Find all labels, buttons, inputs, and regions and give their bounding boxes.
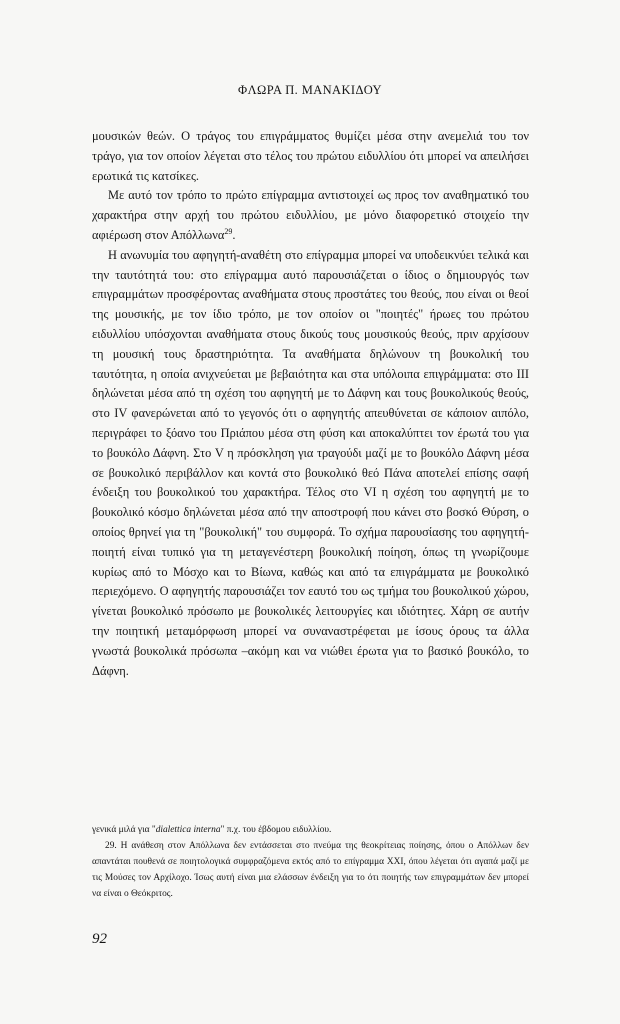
footnote-continued [92,822,529,838]
footnote-marker-29: 29 [224,226,233,236]
page-number: 92 [92,931,107,947]
footnote-continued-italic: dialettica interna [155,825,221,835]
footnote-29: 29. Η ανάθεση στον Απόλλωνα δεν εντάσσεται στο πνεύμα της θεοκρίτειας ποίησης, όπου ο Απόλλων δεν απαντάται πουθενά σε ποιητολογικά συμφραζόμενα εκτός από το επίγραμμα XXI, όπου λέγεται ότι αγαπά μαζί με τις Μούσες τον Αρχίλοχο. Ίσως αυτή είναι μια ελάσσων ένδειξη για το ότι ποιητής των επιγραμμάτων δεν μπορεί να είναι ο Θεόκριτος. [92,841,529,899]
paragraph-3: Η ανωνυμία του αφηγητή-αναθέτη στο επίγραμμα μπορεί να υποδεικνύει τελικά και την ταυτότητά του: στο επίγραμμα αυτό παρουσιάζεται ο ίδιος ο δημιουργός των επιγραμμάτων προσφέροντας αναθήματα στους προστάτες του θεούς, που είναι οι θεοί της μουσικής, με τον ίδιο τρόπο, με τον οποίον οι "ποιητές" ήρωες του πρώτου ειδυλλίου υπόσχονται αναθήματα στους δικούς τους μουσικούς θεούς, πριν αρχίσουν τη μουσική τους δραστηριότητα. Τα αναθήματα δηλώνουν τη βουκολική του ταυτότητα, η οποία ανιχνεύεται με βεβαιότητα και στα υπόλοιπα επιγράμματα: στο ΙΙΙ δηλώνεται μέσα από τη σχέση του αφηγητή με το Δάφνη και τους βουκολικούς θεούς, στο IV φανερώνεται από το γεγονός ότι ο αφηγητής απευθύνεται σε κάποιον αιπόλο, περιγράφει το ξόανο του Πριάπου μέσα στη φύση και αποκαλύπτει τον έρωτά του για το βουκόλο Δάφνη. Στο V η πρόσκληση για τραγούδι μαζί με το βουκόλο Δάφνη μέσα σε βουκολικό περιβάλλον και κοντά στο βουκολικό θεό Πάνα αποτελεί επίσης σαφή ένδειξη του βουκολικού του χαρακτήρα. Τέλος στο VI η σχέση του αφηγητή με το βουκολικό κόσμο δηλώνεται μέσα από την αποστροφή που κάνει στο βοσκό Θύρση, ο οποίος θρηνεί για τη "βουκολική" του συμφορά. Το σχήμα παρουσίασης του αφηγητή-ποιητή είναι τυπικό για τη μεταγενέστερη βουκολική ποίηση, όπως τη γνωρίζουμε κυρίως από το Μόσχο και το Βίωνα, καθώς και από τα επιγράμματα με βουκολικό περιεχόμενο. Ο αφηγητής παρουσιάζει τον εαυτό του ως τμήμα του βουκολικού χώρου, γίνεται βουκολικό πρόσωπο με βουκολικές λειτουργίες και ιδιότητες. Χάρη σε αυτήν την ποιητική μεταμόρφωση μπορεί να συναναστρέφεται με ίσους όρους τα άλλα γνωστά βουκολικά πρόσωπα –ακόμη και να νιώθει έρωτα για το βασικό βουκόλο, το Δάφνη. [92,247,529,678]
main-text [92,127,529,681]
running-header: ΦΛΩΡΑ Π. ΜΑΝΑΚΙΔΟΥ [238,83,382,97]
paragraph-2-text: Με αυτό τον τρόπο το πρώτο επίγραμμα αντιστοιχεί ως προς τον αναθηματικό του χαρακτήρα στην αρχή του πρώτου ειδυλλίου, με μόνο διαφορετικό στοιχείο την αφιέρωση στον Απόλλωνα [92,188,529,242]
footnote-continued-start: γενικά μιλά για " [92,825,156,835]
paragraph-2-end: . [232,227,236,242]
footnote-continued-end: " π.χ. του έβδομου ειδυλλίου. [220,825,332,835]
footnotes [92,822,529,902]
paragraph-1: μουσικών θεών. Ο τράγος του επιγράμματος θυμίζει μέσα στην ανεμελιά του τον τράγο, για τον οποίον λέγεται στο τέλος του πρώτου ειδυλλίου ότι μπορεί να απειλήσει ερωτικά τις κατσίκες. [92,129,529,183]
paragraph-2 [92,186,529,245]
